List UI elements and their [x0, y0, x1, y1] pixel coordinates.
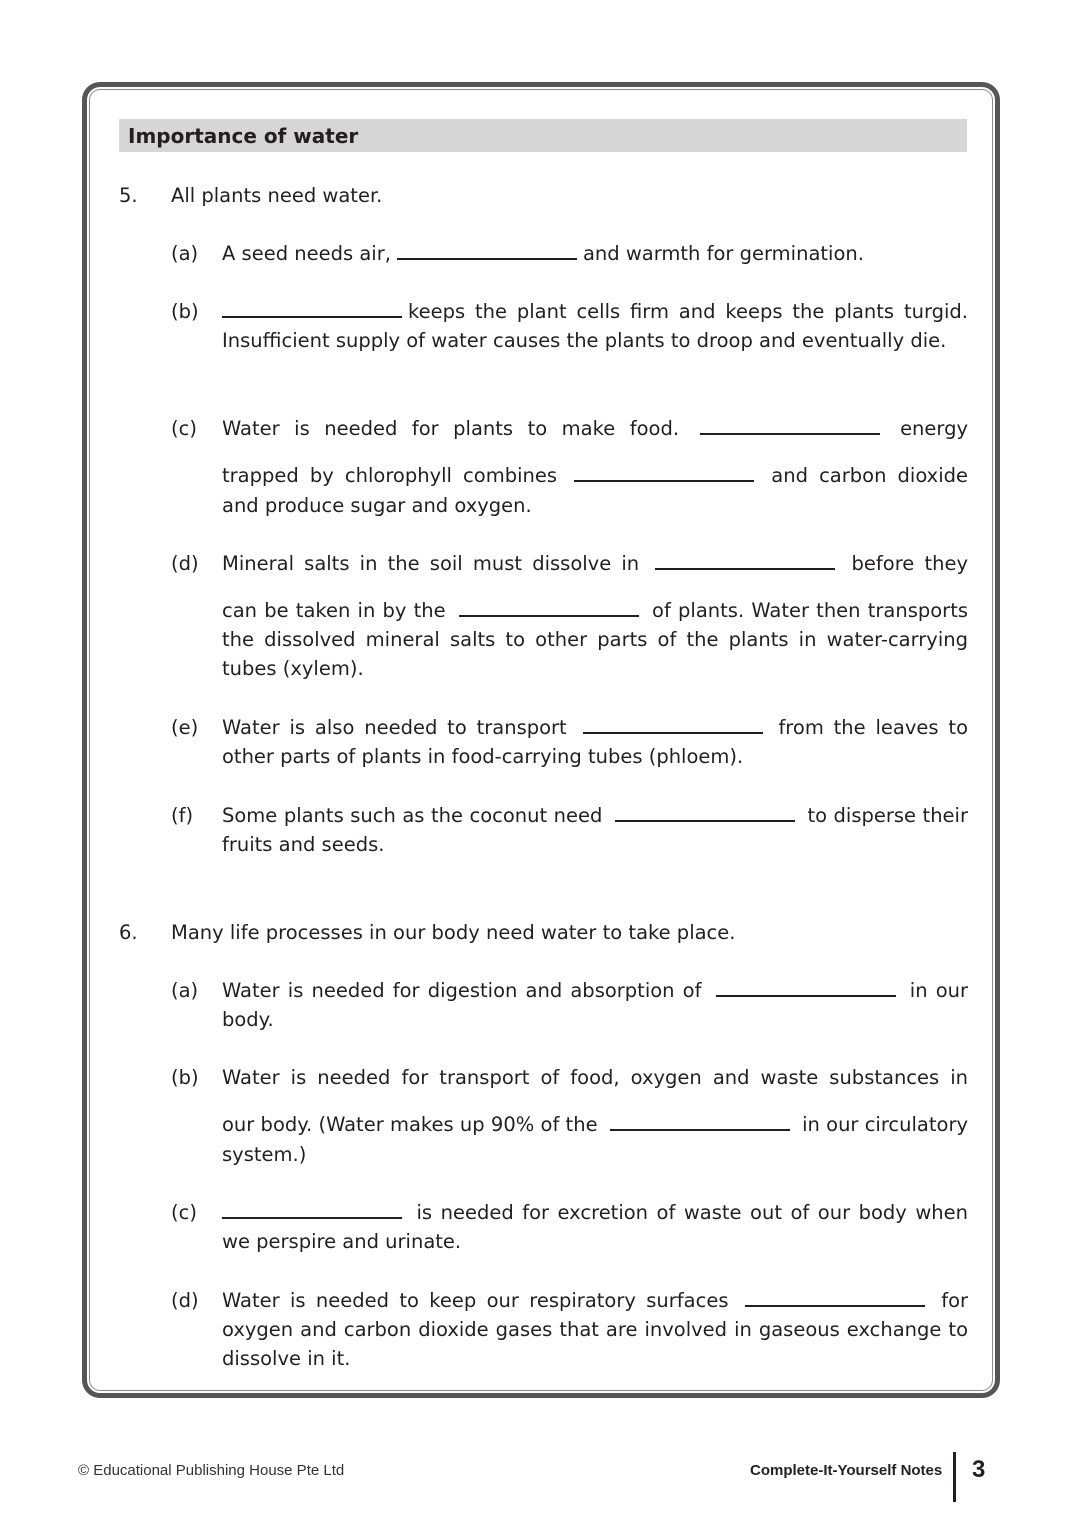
text-before: our body. (Water makes up 90% of the — [222, 1113, 598, 1136]
answer-blank[interactable] — [745, 1287, 925, 1307]
item-line — [222, 713, 968, 742]
question-text: All plants need water. — [171, 184, 383, 207]
text-after: keeps the plant cells firm and keeps the plants turgid. — [408, 300, 968, 323]
section-heading-bar — [119, 119, 967, 152]
item-line: Water is needed for transport of food, oxygen and waste substances in — [222, 1066, 968, 1089]
item-text: we perspire and urinate. — [222, 1230, 462, 1253]
text-after: and carbon dioxide — [771, 464, 969, 487]
item-line — [222, 414, 968, 443]
copyright-text: © Educational Publishing House Pte Ltd — [78, 1462, 345, 1479]
answer-blank[interactable] — [222, 298, 402, 318]
item-line — [222, 596, 968, 625]
item-text: system.) — [222, 1143, 307, 1166]
item-line — [222, 461, 968, 490]
text-before: Water is also needed to transport — [222, 716, 567, 739]
item-label: (a) — [171, 979, 199, 1002]
page-number: 3 — [972, 1456, 986, 1483]
item-label: (b) — [171, 300, 199, 323]
answer-blank[interactable] — [397, 240, 577, 260]
item-text — [222, 239, 968, 268]
answer-blank[interactable] — [700, 415, 880, 435]
answer-blank[interactable] — [615, 802, 795, 822]
item-text: and produce sugar and oxygen. — [222, 494, 532, 517]
item-text — [222, 297, 968, 355]
series-title: Complete-It-Yourself Notes — [750, 1462, 943, 1479]
item-label: (a) — [171, 242, 199, 265]
answer-blank[interactable] — [459, 597, 639, 617]
item-text: the dissolved mineral salts to other parts of the plants in water-carrying tubes (xylem). — [222, 628, 968, 680]
text-before: can be taken in by the — [222, 599, 446, 622]
text-before: Water is needed to keep our respiratory surfaces — [222, 1289, 729, 1312]
item-label: (f) — [171, 804, 194, 827]
text-after: in our — [909, 979, 969, 1002]
footer-divider — [953, 1452, 956, 1502]
item-label: (d) — [171, 552, 199, 575]
text-before: A seed needs air, — [222, 242, 391, 265]
text-after: in our circulatory — [802, 1113, 969, 1136]
text-after: energy — [900, 417, 969, 440]
text-before: trapped by chlorophyll combines — [222, 464, 558, 487]
text-after: and warmth for germination. — [582, 242, 864, 265]
item-label: (d) — [171, 1289, 199, 1312]
item-line — [222, 549, 968, 578]
answer-blank[interactable] — [583, 714, 763, 734]
text-before: Water is needed for digestion and absorption of — [222, 979, 702, 1002]
text-after: from the leaves to — [778, 716, 969, 739]
item-line — [222, 801, 968, 830]
text-before: Water is needed for plants to make food. — [222, 417, 680, 440]
item-label: (b) — [171, 1066, 199, 1089]
text-after: is needed for excretion of waste out of our body when — [416, 1201, 968, 1224]
answer-blank[interactable] — [610, 1111, 790, 1131]
text-before: Some plants such as the coconut need — [222, 804, 603, 827]
item-text: fruits and seeds. — [222, 833, 385, 856]
question-text: Many life processes in our body need water to take place. — [171, 921, 736, 944]
item-line — [222, 1198, 968, 1227]
question-number: 5. — [119, 184, 138, 207]
text-before: Mineral salts in the soil must dissolve in — [222, 552, 640, 575]
text-after: before they — [851, 552, 969, 575]
answer-blank[interactable] — [222, 1199, 402, 1219]
section-heading: Importance of water — [128, 124, 359, 148]
text-after: of plants. Water then transports — [652, 599, 968, 622]
answer-blank[interactable] — [574, 462, 754, 482]
item-text: oxygen and carbon dioxide gases that are involved in gaseous exchange to dissolve in it. — [222, 1318, 968, 1370]
text-rest: Insufficient supply of water causes the plants to droop and eventually die. — [222, 329, 947, 352]
item-line — [222, 976, 968, 1005]
answer-blank[interactable] — [716, 977, 896, 997]
item-line — [222, 1286, 968, 1315]
item-text: body. — [222, 1008, 274, 1031]
question-number: 6. — [119, 921, 138, 944]
item-label: (c) — [171, 1201, 197, 1224]
text-after: to disperse their — [807, 804, 968, 827]
item-text: other parts of plants in food-carrying tubes (phloem). — [222, 745, 744, 768]
item-line — [222, 1110, 968, 1139]
text-after: for — [941, 1289, 969, 1312]
item-label: (c) — [171, 417, 197, 440]
item-label: (e) — [171, 716, 199, 739]
answer-blank[interactable] — [655, 550, 835, 570]
